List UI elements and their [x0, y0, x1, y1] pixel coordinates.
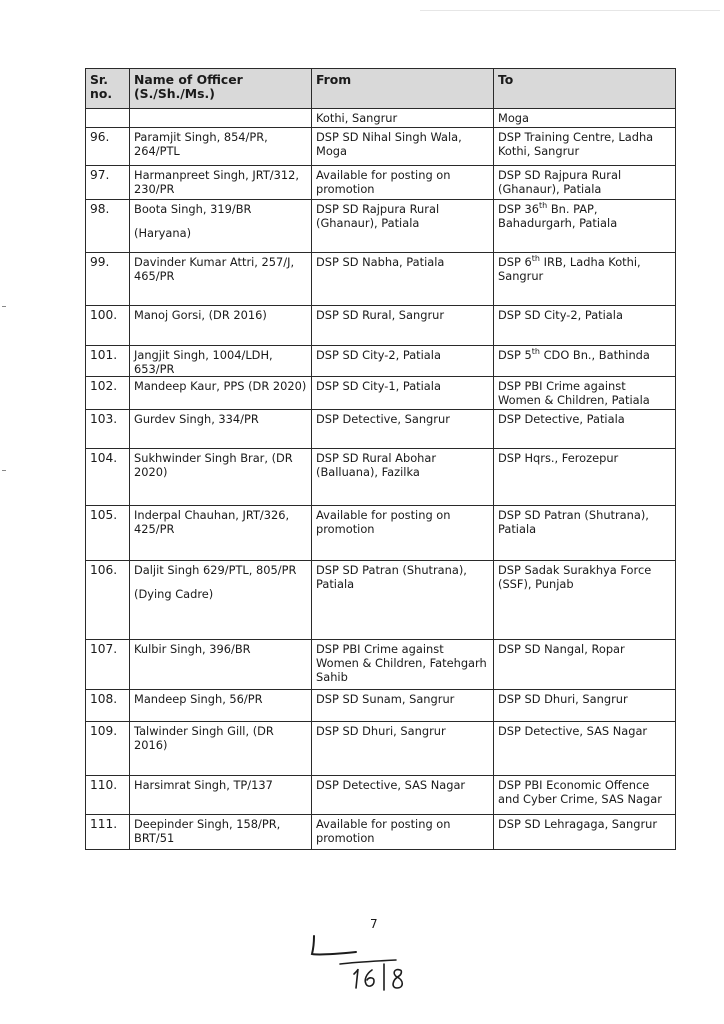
table-row [86, 346, 676, 377]
officer-name-cell [130, 640, 312, 690]
continued-row [86, 109, 676, 128]
from-posting-cell: DSP SD Nihal Singh Wala, Moga [312, 128, 494, 166]
continued-sr-cell [86, 109, 130, 128]
table-row [86, 815, 676, 850]
header-sr-line1: Sr. [90, 72, 108, 87]
ordinal-suffix: th [531, 254, 540, 264]
table-row [86, 722, 676, 776]
to-posting-cell [494, 346, 676, 377]
to-posting-cell: DSP SD Rajpura Rural (Ghanaur), Patiala [494, 166, 676, 200]
to-posting-rest: IRB, Ladha Kothi, Sangrur [498, 255, 641, 283]
officer-name-cell [130, 128, 312, 166]
sr-no-cell: 99. [86, 253, 130, 306]
table-row [86, 506, 676, 561]
header-from: From [312, 69, 494, 109]
officer-name: Jangjit Singh, 1004/LDH, 653/PR [134, 348, 273, 376]
header-sr-line2: no. [90, 86, 113, 101]
from-posting-cell: DSP SD City-2, Patiala [312, 346, 494, 377]
to-posting-cell: DSP SD Patran (Shutrana), Patiala [494, 506, 676, 561]
officer-name-cell [130, 410, 312, 449]
to-posting-cell: DSP PBI Crime against Women & Children, Patiala [494, 377, 676, 410]
from-posting-cell: DSP SD City-1, Patiala [312, 377, 494, 410]
table-row [86, 690, 676, 722]
officer-name: Talwinder Singh Gill, (DR 2016) [134, 724, 274, 752]
header-name-line2: (S./Sh./Ms.) [134, 86, 215, 101]
sr-no-cell: 96. [86, 128, 130, 166]
officer-name-cell [130, 506, 312, 561]
table-row [86, 377, 676, 410]
from-posting-cell: DSP PBI Crime against Women & Children, Fatehgarh Sahib [312, 640, 494, 690]
handwritten-signature [296, 930, 426, 996]
from-posting-cell: DSP Detective, Sangrur [312, 410, 494, 449]
officer-name: Davinder Kumar Attri, 257/J, 465/PR [134, 255, 295, 283]
from-posting-cell: DSP SD Sunam, Sangrur [312, 690, 494, 722]
margin-mark [2, 306, 6, 307]
from-posting-cell: Available for posting on promotion [312, 506, 494, 561]
sr-no-cell: 108. [86, 690, 130, 722]
to-posting-rest: CDO Bn., Bathinda [539, 348, 650, 362]
from-posting-cell: DSP SD Rajpura Rural (Ghanaur), Patiala [312, 200, 494, 253]
sr-no-cell: 111. [86, 815, 130, 850]
ordinal-suffix: th [539, 201, 548, 211]
officer-transfer-table [85, 68, 676, 850]
from-posting-cell: DSP SD Patran (Shutrana), Patiala [312, 561, 494, 640]
to-posting-cell [494, 200, 676, 253]
sr-no-cell: 101. [86, 346, 130, 377]
officer-name-cell [130, 815, 312, 850]
officer-name: Paramjit Singh, 854/PR, 264/PTL [134, 130, 268, 158]
to-posting-cell: DSP Sadak Surakhya Force (SSF), Punjab [494, 561, 676, 640]
table-row [86, 449, 676, 506]
header-sr-no [86, 69, 130, 109]
to-posting-prefix: DSP 36 [498, 202, 539, 216]
header-name-of-officer [130, 69, 312, 109]
officer-name: Manoj Gorsi, (DR 2016) [134, 308, 267, 322]
officer-name: Deepinder Singh, 158/PR, BRT/51 [134, 817, 281, 845]
to-posting-cell: DSP Hqrs., Ferozepur [494, 449, 676, 506]
table-row [86, 166, 676, 200]
table-row [86, 128, 676, 166]
sr-no-cell: 107. [86, 640, 130, 690]
officer-name-note: (Haryana) [134, 226, 192, 240]
officer-name-cell [130, 377, 312, 410]
officer-name: Inderpal Chauhan, JRT/326, 425/PR [134, 508, 290, 536]
table-row [86, 200, 676, 253]
continued-from-cell: Kothi, Sangrur [312, 109, 494, 128]
from-posting-cell: Available for posting on promotion [312, 166, 494, 200]
from-posting-cell: DSP SD Rural, Sangrur [312, 306, 494, 346]
table-row [86, 253, 676, 306]
table-row [86, 561, 676, 640]
officer-name: Harsimrat Singh, TP/137 [134, 778, 273, 792]
to-posting-cell: DSP PBI Economic Offence and Cyber Crime, SAS Nagar [494, 776, 676, 815]
sr-no-cell: 97. [86, 166, 130, 200]
table-header-row [86, 69, 676, 109]
sr-no-cell: 103. [86, 410, 130, 449]
from-posting-cell: DSP SD Nabha, Patiala [312, 253, 494, 306]
to-posting-cell: DSP SD Lehragaga, Sangrur [494, 815, 676, 850]
officer-name-note: (Dying Cadre) [134, 587, 214, 601]
sr-no-cell: 104. [86, 449, 130, 506]
officer-name-cell [130, 690, 312, 722]
officer-name-cell [130, 306, 312, 346]
officer-name-cell [130, 200, 312, 253]
officer-name-cell [130, 449, 312, 506]
officer-name: Harmanpreet Singh, JRT/312, 230/PR [134, 168, 299, 196]
officer-name: Mandeep Singh, 56/PR [134, 692, 263, 706]
from-posting-cell: DSP SD Dhuri, Sangrur [312, 722, 494, 776]
to-posting-rest: Bn. PAP, Bahadurgarh, Patiala [498, 202, 618, 230]
margin-mark [2, 470, 6, 471]
officer-name: Daljit Singh 629/PTL, 805/PR [134, 563, 297, 577]
officer-name-cell [130, 253, 312, 306]
table-row [86, 640, 676, 690]
officer-name: Gurdev Singh, 334/PR [134, 412, 259, 426]
table-row [86, 776, 676, 815]
continued-to-cell: Moga [494, 109, 676, 128]
from-posting-cell: DSP Detective, SAS Nagar [312, 776, 494, 815]
to-posting-cell: DSP Detective, SAS Nagar [494, 722, 676, 776]
header-to: To [494, 69, 676, 109]
to-posting-cell: DSP Detective, Patiala [494, 410, 676, 449]
page-number: 7 [370, 917, 378, 931]
sr-no-cell: 98. [86, 200, 130, 253]
officer-name: Boota Singh, 319/BR [134, 202, 252, 216]
from-posting-cell: Available for posting on promotion [312, 815, 494, 850]
officer-name-cell [130, 166, 312, 200]
sr-no-cell: 100. [86, 306, 130, 346]
to-posting-cell [494, 253, 676, 306]
to-posting-cell: DSP SD City-2, Patiala [494, 306, 676, 346]
signature-drawing [296, 930, 426, 992]
sr-no-cell: 105. [86, 506, 130, 561]
header-name-line1: Name of Officer [134, 72, 243, 87]
officer-name-cell [130, 722, 312, 776]
table-row [86, 410, 676, 449]
to-posting-cell: DSP SD Dhuri, Sangrur [494, 690, 676, 722]
sr-no-cell: 106. [86, 561, 130, 640]
officer-name-cell [130, 776, 312, 815]
sr-no-cell: 110. [86, 776, 130, 815]
officer-name: Mandeep Kaur, PPS (DR 2020) [134, 379, 307, 393]
officer-name-cell [130, 346, 312, 377]
officer-name: Kulbir Singh, 396/BR [134, 642, 251, 656]
scan-artifact-line [420, 10, 720, 11]
sr-no-cell: 109. [86, 722, 130, 776]
officer-name: Sukhwinder Singh Brar, (DR 2020) [134, 451, 293, 479]
to-posting-cell: DSP SD Nangal, Ropar [494, 640, 676, 690]
continued-name-cell [130, 109, 312, 128]
table-row [86, 306, 676, 346]
to-posting-prefix: DSP 5 [498, 348, 532, 362]
to-posting-cell: DSP Training Centre, Ladha Kothi, Sangrur [494, 128, 676, 166]
officer-name-cell [130, 561, 312, 640]
ordinal-suffix: th [531, 347, 540, 357]
sr-no-cell: 102. [86, 377, 130, 410]
from-posting-cell: DSP SD Rural Abohar (Balluana), Fazilka [312, 449, 494, 506]
to-posting-prefix: DSP 6 [498, 255, 532, 269]
